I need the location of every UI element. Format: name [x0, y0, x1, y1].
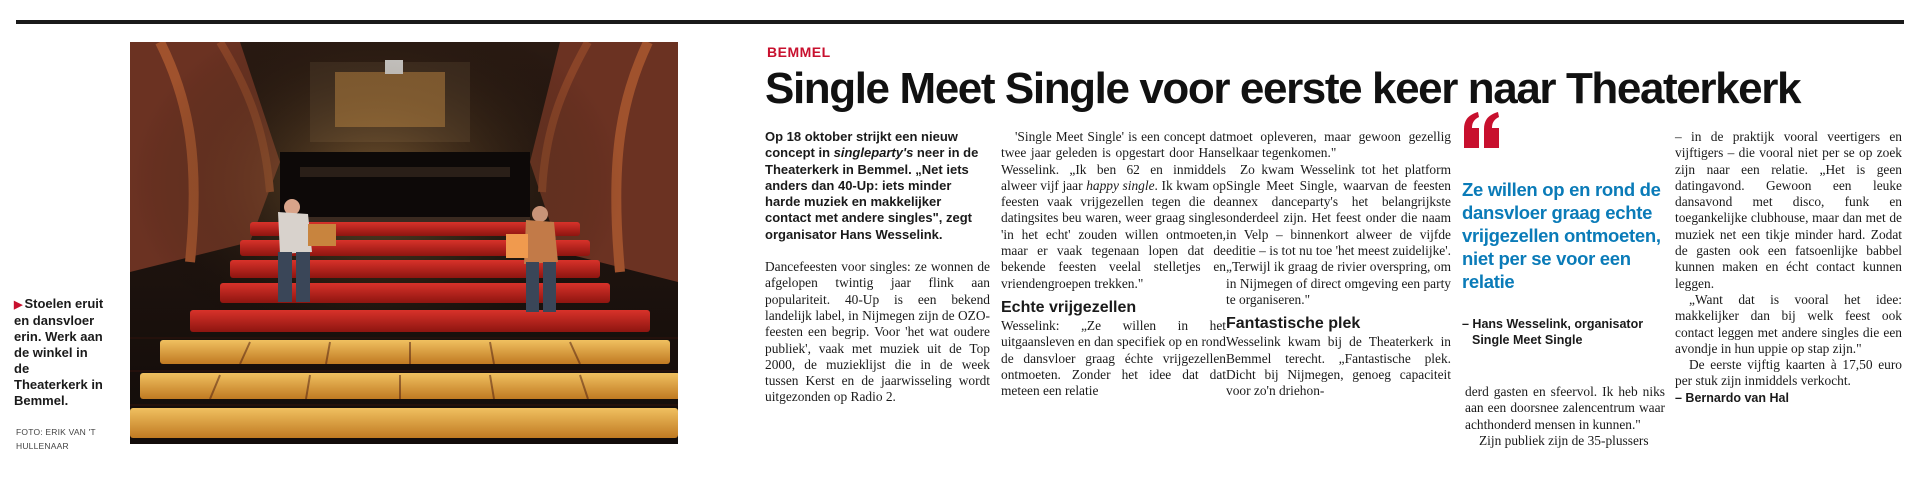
- column-4: [1465, 384, 1665, 449]
- quote-attribution: [1462, 316, 1667, 348]
- column-1: [765, 129, 990, 406]
- body-paragraph: „Want dat is vooral het idee: makkelijker dan bij welk feest ook contact leggen met andere singles die een avondje in hun uppie op stap zijn.": [1675, 291, 1902, 356]
- kicker: BEMMEL: [767, 44, 831, 60]
- column-3: [1226, 129, 1451, 399]
- photo-caption: [14, 296, 104, 409]
- body-text-c: . Ik kwam op feesten vaak vrijgezellen tegen die de datingsites beu waren, weer graag singles 'in het echt' zouden willen ontmoeten, maar er vaak tegenaan lopen dat de bekende feesten veelal stelletjes en vriendengroepen trekken.": [1001, 177, 1226, 291]
- quote-attribution-line-1: – Hans Wesselink, organisator: [1462, 317, 1644, 331]
- body-paragraph: – in de praktijk vooral veertigers en vijftigers – die vooral niet per se op zoek zijn naar een relatie. „Het is geen datingavond. Gewoon een leuke dansavond met disco, funk en toegankelijke clubhouse, maar dan met de muziek net een tikje minder hard. Zodat de gasten ook een fatsoenlijke babbel kunnen maken en écht contact kunnen leggen.: [1675, 129, 1902, 291]
- lead-paragraph: [765, 129, 990, 243]
- quotation-mark-icon: [1462, 112, 1502, 148]
- subhead: Echte vrijgezellen: [1001, 298, 1137, 316]
- body-paragraph: Wesselink: „Ze willen in het uitgaansleven en dan specifiek op en rond de dansvloer graag échte vrijgezellen ontmoeten. Zonder het idee dat dat meteen een relatie: [1001, 317, 1226, 399]
- body-paragraph: Zo kwam Wesselink tot het platform Single Meet Single, waarvan de feesten annex danceparty's het belangrijkste onderdeel zijn. Het feest onder die naam in Velp – binnenkort alweer de vijfde editie – is tot nu toe 'het meest zuidelijke'. „Terwijl ik graag de rivier overspring, om in Nijmegen of direct omgeving een party te organiseren.": [1226, 161, 1451, 307]
- lead-text-b: singleparty's: [833, 145, 914, 161]
- body-paragraph: Dancefeesten voor singles: ze wonnen de afgelopen twintig jaar flink aan populariteit. 40-Up is een bekend landelijk label, in Nijmegen zijn de OZO-feesten een begrip. Voor 'het wat oudere publiek', vaak met muziek uit de Top 2000, de muzieklijst die in de week tussen Kerst en de jaarwisseling wordt uitgezonden op Radio 2.: [765, 259, 990, 405]
- column-2: [1001, 129, 1226, 399]
- body-paragraph: De eerste vijftig kaarten à 17,50 euro per stuk zijn inmiddels verkocht.: [1675, 357, 1902, 389]
- subhead: Fantastische plek: [1226, 315, 1361, 333]
- body-text-a: 'Single Meet Single' is een concept dat twee jaar geleden is opgestart door Hans Wesselink. „Ik ben 62 en inmiddels alweer vijf jaar: [1001, 129, 1226, 193]
- body-paragraph: [1001, 129, 1226, 292]
- body-paragraph: Wesselink kwam bij de Theaterkerk in Bemmel terecht. „Fantastische plek. Dicht bij Nijmegen, genoeg capaciteit voor zo'n driehon-: [1226, 334, 1451, 399]
- lead-text-a: Op 18 oktober strijkt een nieuw concept in: [765, 129, 958, 161]
- caption-text: Stoelen eruit en dansvloer erin. Werk aan de winkel in de Theaterkerk in Bemmel.: [14, 296, 104, 408]
- article-photo: [130, 42, 678, 444]
- top-rule: [16, 20, 1904, 24]
- column-5: [1675, 129, 1902, 406]
- triangle-right-icon: ▶: [14, 299, 23, 311]
- photo-credit: FOTO: ERIK VAN 'T HULLENAAR: [16, 427, 96, 451]
- lead-text-c: neer in de Theaterkerk in Bemmel. „Net iets anders dan 40-Up: iets minder harde muziek en makkelijker contact met andere singles", zegt organisator Hans Wesselink.: [765, 145, 979, 242]
- body-paragraph: moet opleveren, maar gewoon gezellig elkaar tegenkomen.": [1226, 129, 1451, 161]
- body-paragraph: Zijn publiek zijn de 35-plussers: [1479, 432, 1649, 448]
- body-text-b: happy single: [1086, 177, 1155, 193]
- author-byline: – Bernardo van Hal: [1675, 390, 1789, 405]
- headline: Single Meet Single voor eerste keer naar Theaterkerk: [765, 64, 1801, 113]
- pull-quote: Ze willen op en rond de dansvloer graag echte vrijgezellen ontmoeten, niet per se voor een relatie: [1462, 179, 1661, 292]
- body-paragraph: derd gasten en sfeervol. Ik heb niks aan een doorsnee zalencentrum waar achthonderd mensen in kunnen.": [1465, 384, 1665, 432]
- quote-attribution-line-2: Single Meet Single: [1472, 333, 1583, 347]
